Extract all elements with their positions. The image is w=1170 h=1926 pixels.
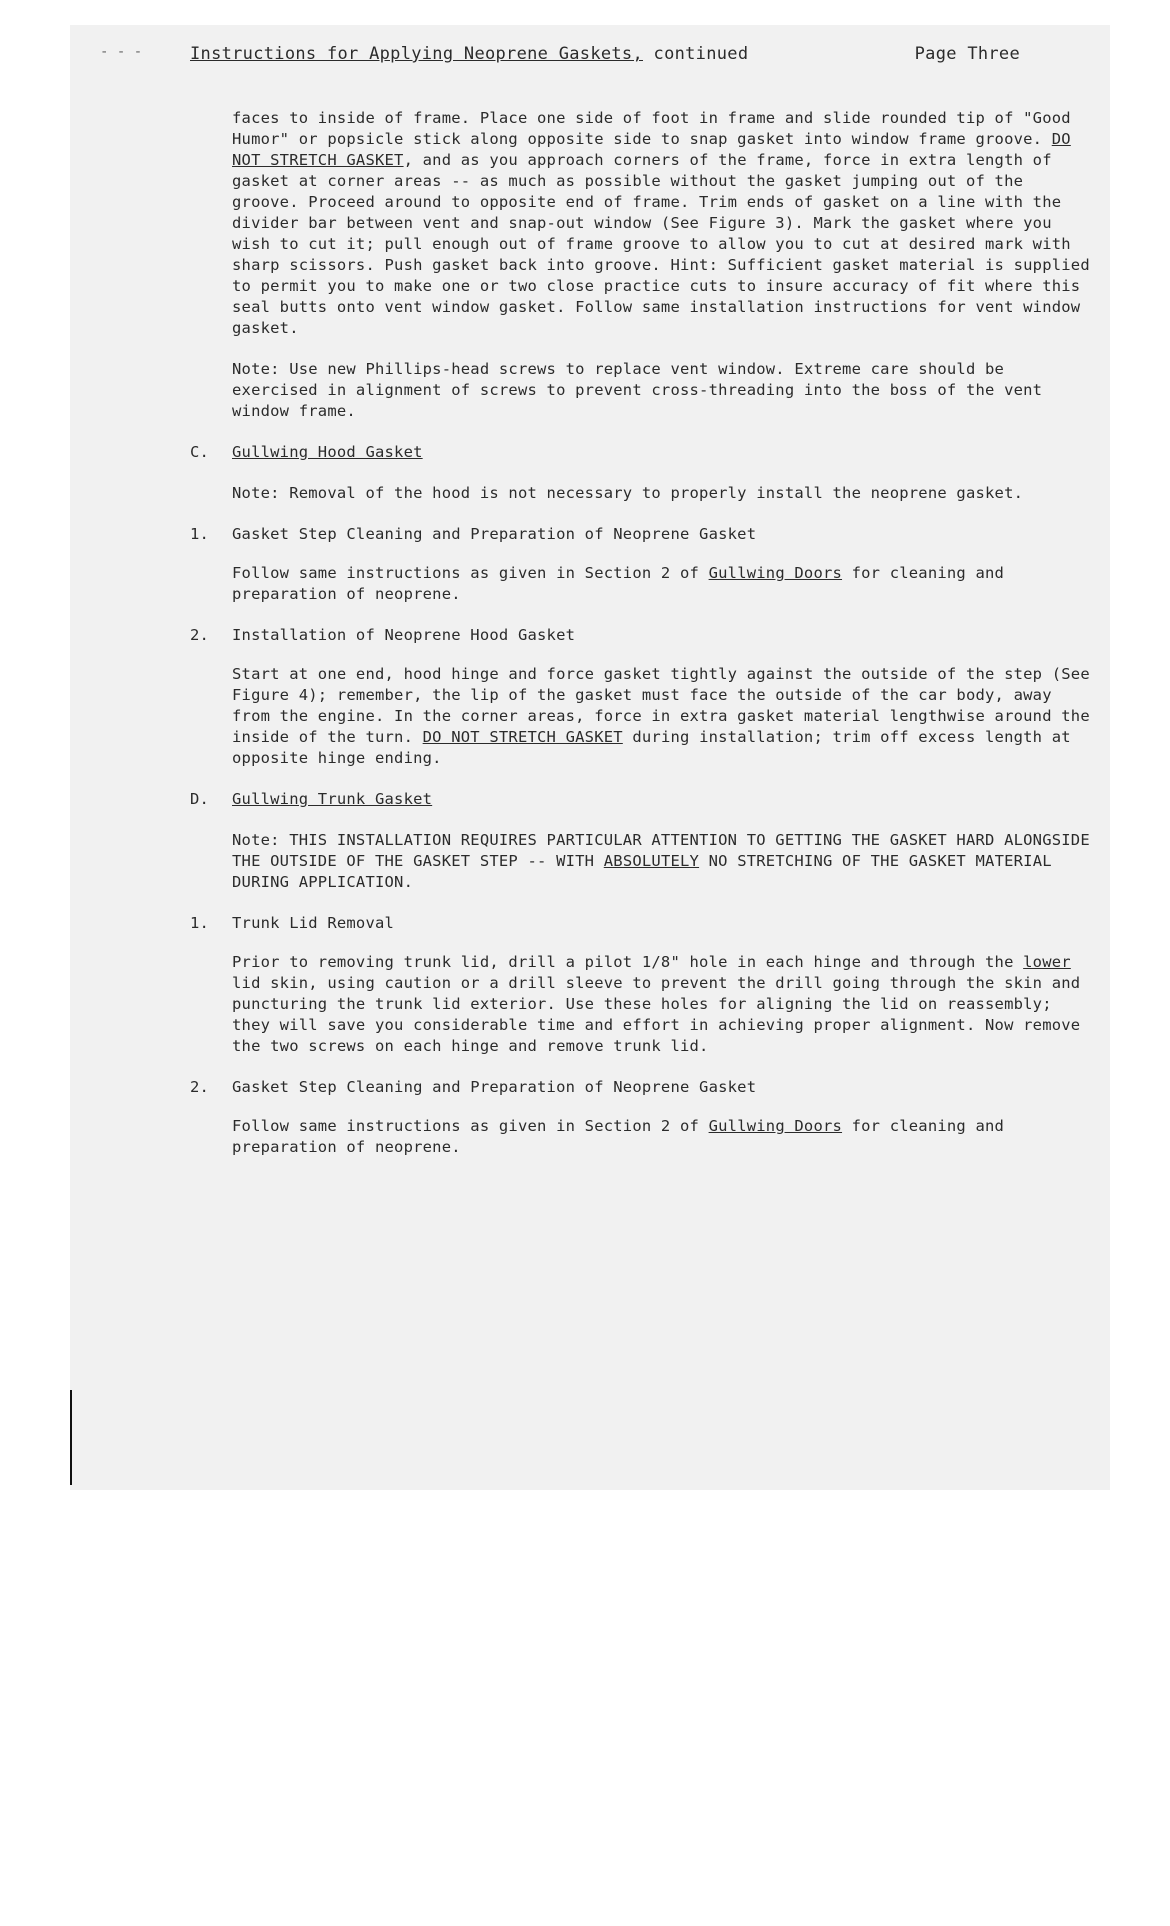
section-c-title: Gullwing Hood Gasket bbox=[232, 443, 423, 461]
section-d-step2-text-b: for cleaning and preparation of neoprene. bbox=[232, 1117, 1005, 1156]
intro-text-2: , and as you approach corners of the frame, force in extra length of gasket at corner areas -- as much as possible without the gasket jumping out of the groove. Proceed around to opposite end of frame. Trim ends of gasket on a line with the divider bar between vent and snap-out window (See Figure 3). Mark the gasket where you wish to cut it; pull enough out of frame groove to allow you to cut at desired mark with sharp scissors. Push gasket back into groove. Hint: Sufficient gasket material is supplied to permit you to make one or two close practice cuts to insure accuracy of fit where this seal butts onto vent window gasket. Follow same installation instructions for vent window gasket. bbox=[232, 151, 1090, 337]
document-body bbox=[190, 108, 1095, 1158]
section-d-heading bbox=[190, 789, 1095, 810]
page-header bbox=[190, 44, 1050, 64]
gullwing-doors-reference-2: Gullwing Doors bbox=[708, 1117, 843, 1135]
section-c-step2-heading bbox=[190, 625, 1095, 646]
corner-mark: - - - bbox=[100, 44, 143, 60]
section-d-step1-heading bbox=[190, 913, 1095, 934]
page-number: Page Three bbox=[914, 44, 1020, 64]
section-d-note-a: Note: THIS INSTALLATION REQUIRES PARTICULAR ATTENTION TO GETTING THE GASKET HARD ALONGSIDE THE OUTSIDE OF THE GASKET STEP -- WITH bbox=[232, 831, 1090, 870]
section-d-note bbox=[232, 830, 1095, 893]
section-d-step1-title: Trunk Lid Removal bbox=[232, 914, 395, 932]
section-d-step1-mark: 1. bbox=[190, 914, 210, 932]
section-d-mark: D. bbox=[190, 790, 210, 808]
header-title: Instructions for Applying Neoprene Gaskets, bbox=[190, 44, 643, 64]
section-c-step1-text bbox=[232, 563, 1095, 605]
header-title-continued: continued bbox=[643, 44, 749, 64]
section-d-step1-emphasis: lower bbox=[1023, 953, 1071, 971]
intro-text-1: faces to inside of frame. Place one side of foot in frame and slide rounded tip of "Good Humor" or popsicle stick along opposite side to snap gasket into window frame groove. bbox=[232, 109, 1071, 148]
section-c-step2-text-b: during installation; trim off excess length at opposite hinge ending. bbox=[232, 728, 1071, 767]
section-d-step2-title: Gasket Step Cleaning and Preparation of Neoprene Gasket bbox=[232, 1078, 757, 1096]
section-c-step2-mark: 2. bbox=[190, 626, 210, 644]
scan-edge-line bbox=[70, 1390, 72, 1485]
section-d-step2-text bbox=[232, 1116, 1095, 1158]
section-d-step2-mark: 2. bbox=[190, 1078, 210, 1096]
section-c-step2-text-a: Start at one end, hood hinge and force gasket tightly against the outside of the step (See Figure 4); remember, the lip of the gasket must face the outside of the car body, away from the engine. In the corner areas, force in extra gasket material lengthwise around the inside of the turn. bbox=[232, 665, 1090, 746]
section-c-step1-heading bbox=[190, 524, 1095, 545]
intro-note: Note: Use new Phillips-head screws to replace vent window. Extreme care should be exercised in alignment of screws to prevent cross-threading into the boss of the vent window frame. bbox=[232, 360, 1043, 420]
section-d-step1-text bbox=[232, 952, 1095, 1057]
section-c-step2-text bbox=[232, 664, 1095, 769]
section-c-step2-title: Installation of Neoprene Hood Gasket bbox=[232, 626, 576, 644]
gullwing-doors-reference: Gullwing Doors bbox=[708, 564, 843, 582]
intro-paragraph bbox=[232, 108, 1095, 339]
section-c-step1-title: Gasket Step Cleaning and Preparation of Neoprene Gasket bbox=[232, 525, 757, 543]
section-d-note-emphasis: ABSOLUTELY bbox=[603, 852, 700, 870]
section-d-step1-text-b: lid skin, using caution or a drill sleeve to prevent the drill going through the skin and puncturing the trunk lid exterior. Use these holes for aligning the lid on reassembly; they will save you considerable time and effort in achieving proper alignment. Now remove the two screws on each hinge and remove trunk lid. bbox=[232, 974, 1081, 1055]
section-d-step2-heading bbox=[190, 1077, 1095, 1098]
section-d-step2-text-a: Follow same instructions as given in Section 2 of bbox=[232, 1117, 709, 1135]
section-d-step1-text-a: Prior to removing trunk lid, drill a pilot 1/8" hole in each hinge and through the bbox=[232, 953, 1024, 971]
section-c-step1-text-a: Follow same instructions as given in Section 2 of bbox=[232, 564, 709, 582]
section-c-note: Note: Removal of the hood is not necessary to properly install the neoprene gasket. bbox=[232, 484, 1024, 502]
section-c-mark: C. bbox=[190, 443, 210, 461]
section-d-title: Gullwing Trunk Gasket bbox=[232, 790, 433, 808]
section-d-note-b: NO STRETCHING OF THE GASKET MATERIAL DURING APPLICATION. bbox=[232, 852, 1052, 891]
section-c-step1-text-b: for cleaning and preparation of neoprene. bbox=[232, 564, 1005, 603]
intro-emphasis: DO NOT STRETCH GASKET bbox=[232, 130, 1071, 169]
section-c-step1-mark: 1. bbox=[190, 525, 210, 543]
section-c-heading bbox=[190, 442, 1095, 463]
section-c-step2-emphasis: DO NOT STRETCH GASKET bbox=[422, 728, 623, 746]
